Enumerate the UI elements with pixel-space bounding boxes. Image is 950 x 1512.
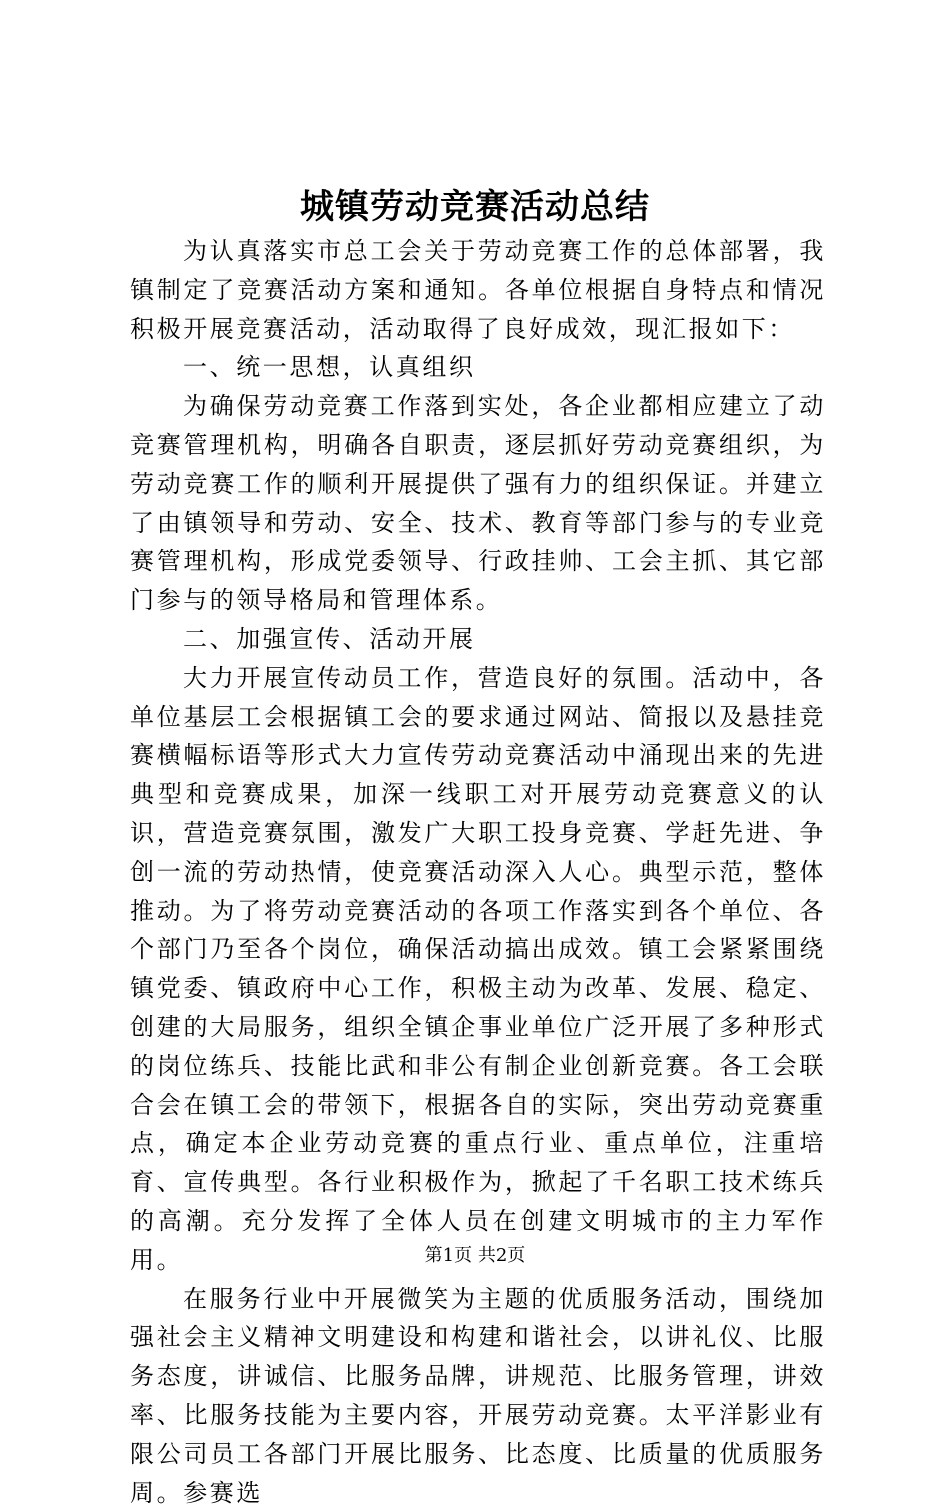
intro-paragraph: 为认真落实市总工会关于劳动竞赛工作的总体部署，我镇制定了竞赛活动方案和通知。各单位根据自身特点和情况积极开展竞赛活动，活动取得了良好成效，现汇报如下：	[130, 237, 826, 343]
section-heading-2: 二、加强宣传、活动开展	[183, 624, 476, 653]
section-heading-1: 一、统一思想，认真组织	[183, 353, 476, 382]
document-body	[130, 232, 826, 1512]
section-1-paragraph: 为确保劳动竞赛工作落到实处，各企业都相应建立了动竞赛管理机构，明确各自职责，逐层抓好劳动竞赛组织，为劳动竞赛工作的顺利开展提供了强有力的组织保证。并建立了由镇领导和劳动、安全、技术、教育等部门参与的专业竞赛管理机构，形成党委领导、行政挂帅、工会主抓、其它部门参与的领导格局和管理体系。	[130, 392, 826, 615]
section-2-paragraph-2: 在服务行业中开展微笑为主题的优质服务活动，围绕加强社会主义精神文明建设和构建和谐社会，以讲礼仪、比服务态度，讲诚信、比服务品牌，讲规范、比服务管理，讲效率、比服务技能为主要内容，开展劳动竞赛。太平洋影业有限公司员工各部门开展比服务、比态度、比质量的优质服务周。参赛选	[130, 1284, 826, 1507]
section-2-paragraph-1: 大力开展宣传动员工作，营造良好的氛围。活动中，各单位基层工会根据镇工会的要求通过网站、简报以及悬挂竞赛横幅标语等形式大力宣传劳动竞赛活动中涌现出来的先进典型和竞赛成果，加深一线职工对开展劳动竞赛意义的认识，营造竞赛氛围，激发广大职工投身竞赛、学赶先进、争创一流的劳动热情，使竞赛活动深入人心。典型示范，整体推动。为了将劳动竞赛活动的各项工作落实到各个单位、各个部门乃至各个岗位，确保活动搞出成效。镇工会紧紧围绕镇党委、镇政府中心工作，积极主动为改革、发展、稳定、创建的大局服务，组织全镇企事业单位广泛开展了多种形式的岗位练兵、技能比武和非公有制企业创新竞赛。各工会联合会在镇工会的带领下，根据各自的实际，突出劳动竞赛重点，确定本企业劳动竞赛的重点行业、重点单位，注重培育、宣传典型。各行业积极作为，掀起了千名职工技术练兵的高潮。充分发挥了全体人员在创建文明城市的主力军作用。	[130, 663, 826, 1274]
page-footer: 第1页 共2页	[424, 1245, 526, 1266]
document-title: 城镇劳动竞赛活动总结	[300, 187, 650, 227]
